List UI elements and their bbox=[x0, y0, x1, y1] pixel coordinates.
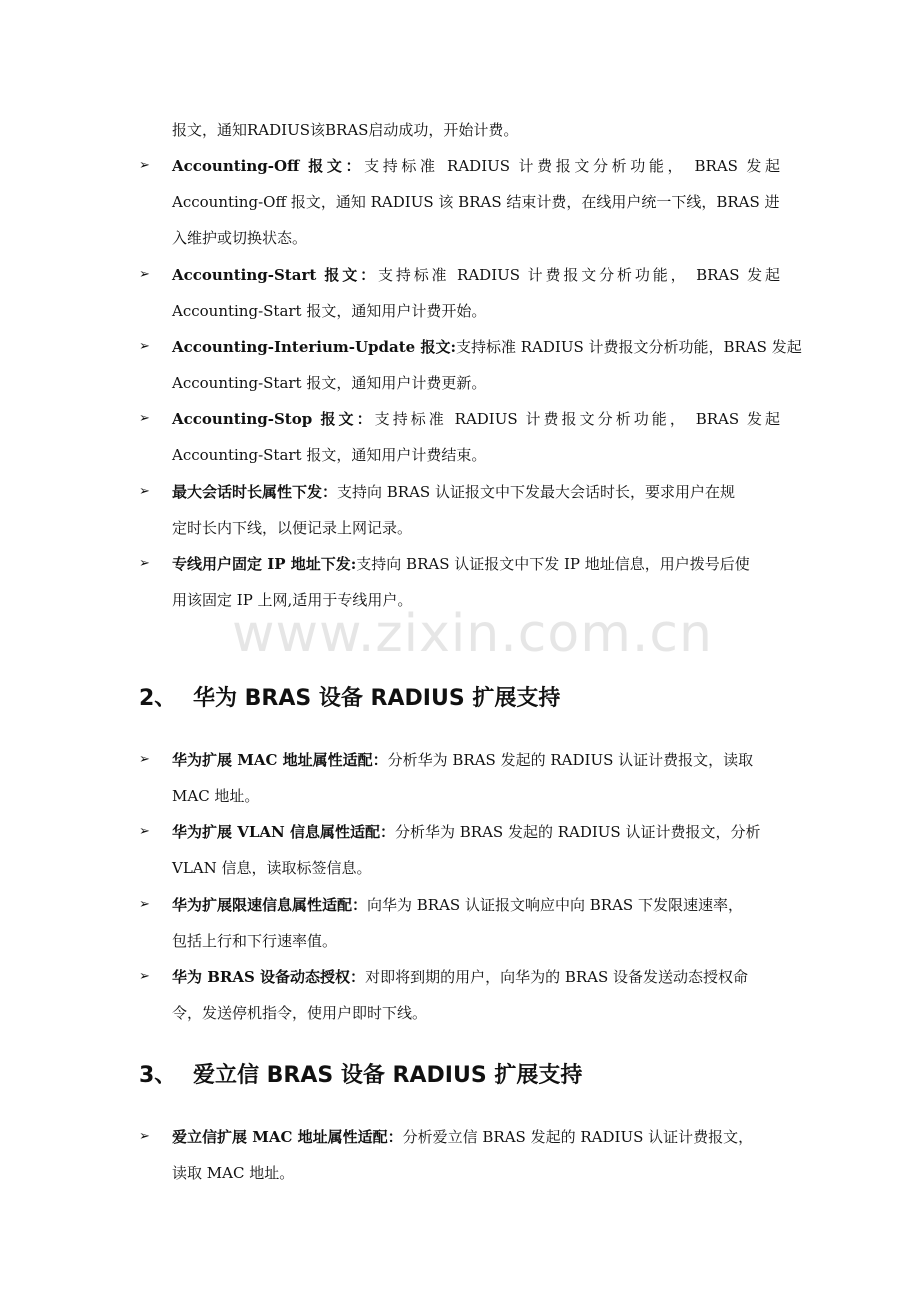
item-text: 分析华为 BRAS 发起的 RADIUS 认证计费报文，分析 bbox=[394, 823, 761, 841]
item-text: 支持标准 RADIUS 计费报文分析功能，BRAS 发起 bbox=[455, 338, 802, 356]
bullet-arrow-icon: ➢ bbox=[139, 339, 150, 354]
item-text: 支持标准 RADIUS 计费报文分析功能， BRAS 发起 bbox=[364, 157, 780, 175]
section-title: 华为 BRAS 设备 RADIUS 扩展支持 bbox=[193, 686, 561, 711]
bullet-arrow-icon: ➢ bbox=[139, 411, 150, 426]
item-term: 华为扩展 MAC 地址属性适配： bbox=[172, 751, 388, 769]
item-text: 向华为 BRAS 认证报文响应中向 BRAS 下发限速速率， bbox=[367, 896, 743, 914]
bullet-arrow-icon: ➢ bbox=[139, 158, 150, 173]
item-text: 支持向 BRAS 认证报文中下发 IP 地址信息，用户拨号后使 bbox=[356, 555, 750, 573]
item-text: 支持向 BRAS 认证报文中下发最大会话时长，要求用户在规 bbox=[337, 483, 735, 501]
continuation-line: 报文，通知RADIUS该BRAS启动成功，开始计费。 bbox=[172, 121, 519, 139]
item-text: 分析爱立信 BRAS 发起的 RADIUS 认证计费报文， bbox=[402, 1128, 754, 1146]
item-text: 定时长内下线，以便记录上网记录。 bbox=[172, 519, 413, 537]
list-item bbox=[172, 822, 760, 842]
item-text: 令，发送停机指令，使用户即时下线。 bbox=[172, 1004, 428, 1022]
item-text: 入维护或切换状态。 bbox=[172, 229, 308, 247]
section-number: 2、 bbox=[139, 686, 177, 711]
list-item bbox=[172, 895, 743, 915]
bullet-arrow-icon: ➢ bbox=[139, 556, 150, 571]
item-text: 支持标准 RADIUS 计费报文分析功能， BRAS 发起 bbox=[374, 410, 780, 428]
bullet-arrow-icon: ➢ bbox=[139, 267, 150, 282]
item-term: 华为扩展 VLAN 信息属性适配： bbox=[172, 823, 395, 841]
list-item bbox=[172, 156, 780, 176]
item-term: Accounting-Start 报文： bbox=[172, 266, 378, 284]
item-text: 分析华为 BRAS 发起的 RADIUS 认证计费报文，读取 bbox=[387, 751, 754, 769]
section-title: 爱立信 BRAS 设备 RADIUS 扩展支持 bbox=[193, 1063, 583, 1088]
item-term: Accounting-Interium-Update 报文: bbox=[172, 338, 456, 356]
item-text: MAC 地址。 bbox=[172, 787, 260, 805]
item-term: 华为 BRAS 设备动态授权： bbox=[172, 968, 366, 986]
item-text: 包括上行和下行速率值。 bbox=[172, 932, 338, 950]
list-item bbox=[172, 409, 780, 429]
bullet-arrow-icon: ➢ bbox=[139, 1129, 150, 1144]
item-term: 爱立信扩展 MAC 地址属性适配： bbox=[172, 1128, 403, 1146]
list-item bbox=[172, 967, 748, 987]
bullet-arrow-icon: ➢ bbox=[139, 969, 150, 984]
item-text: VLAN 信息，读取标签信息。 bbox=[172, 859, 372, 877]
item-term: 专线用户固定 IP 地址下发: bbox=[172, 555, 357, 573]
item-text: Accounting-Off 报文，通知 RADIUS 该 BRAS 结束计费，在线用户统一下线，BRAS 进 bbox=[172, 193, 780, 211]
bullet-arrow-icon: ➢ bbox=[139, 484, 150, 499]
item-text: 对即将到期的用户，向华为的 BRAS 设备发送动态授权命 bbox=[365, 968, 749, 986]
item-term: Accounting-Off 报文： bbox=[172, 157, 365, 175]
item-text: Accounting-Start 报文，通知用户计费更新。 bbox=[172, 374, 487, 392]
list-item bbox=[172, 750, 753, 770]
item-text: Accounting-Start 报文，通知用户计费开始。 bbox=[172, 302, 487, 320]
item-term: Accounting-Stop 报文： bbox=[172, 410, 375, 428]
item-text: 用该固定 IP 上网,适用于专线用户。 bbox=[172, 591, 413, 609]
list-item bbox=[172, 1127, 753, 1147]
list-item bbox=[172, 482, 735, 502]
item-text: Accounting-Start 报文，通知用户计费结束。 bbox=[172, 446, 487, 464]
item-term: 最大会话时长属性下发： bbox=[172, 483, 338, 501]
bullet-arrow-icon: ➢ bbox=[139, 824, 150, 839]
item-term: 华为扩展限速信息属性适配： bbox=[172, 896, 368, 914]
section-heading bbox=[139, 684, 560, 714]
list-item bbox=[172, 265, 780, 285]
item-text: 读取 MAC 地址。 bbox=[172, 1164, 295, 1182]
list-item bbox=[172, 554, 750, 574]
section-heading bbox=[139, 1061, 582, 1091]
watermark: www.zixin.com.cn bbox=[232, 604, 713, 664]
list-item bbox=[172, 337, 802, 357]
section-number: 3、 bbox=[139, 1063, 177, 1088]
bullet-arrow-icon: ➢ bbox=[139, 897, 150, 912]
bullet-arrow-icon: ➢ bbox=[139, 752, 150, 767]
item-text: 支持标准 RADIUS 计费报文分析功能， BRAS 发起 bbox=[377, 266, 780, 284]
